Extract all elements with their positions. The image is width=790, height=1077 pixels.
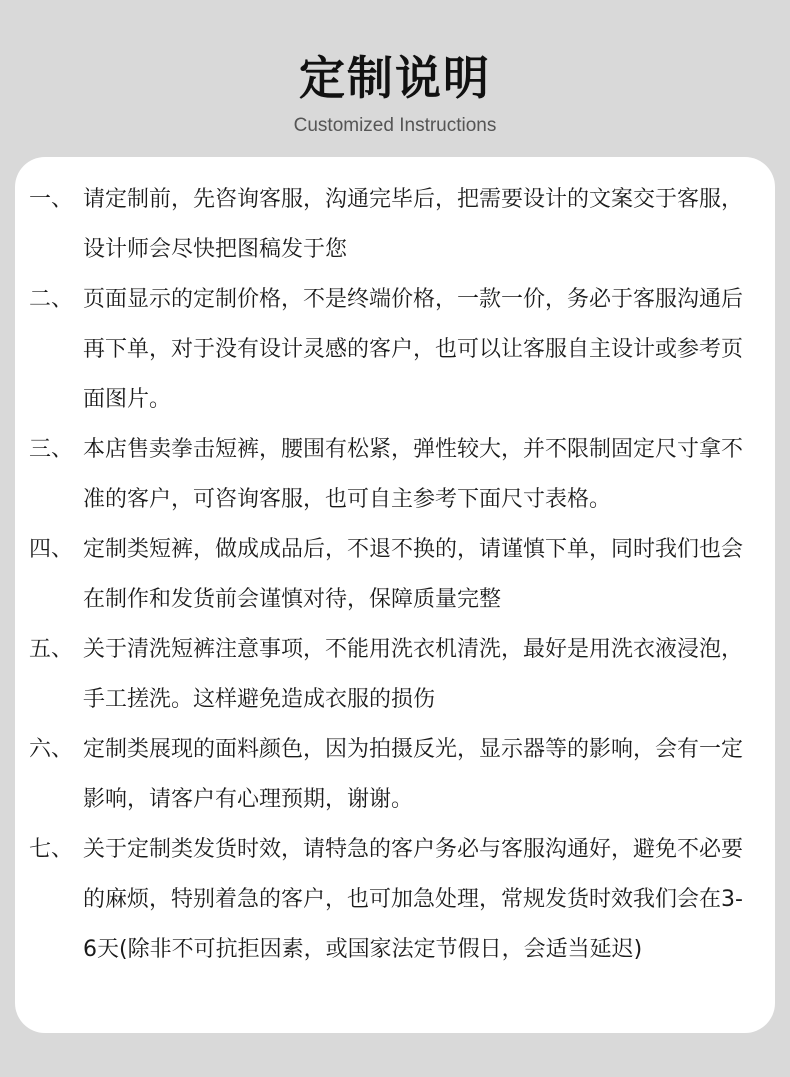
item-number: 二、 [29, 287, 74, 312]
item-text: 请定制前，先咨询客服，沟通完毕后，把需要设计的文案交于客服，设计师会尽快把图稿发于您 [83, 187, 744, 262]
instruction-item [29, 425, 755, 525]
page-subtitle: Customized Instructions [293, 115, 497, 136]
page-title: 定制说明 [299, 51, 491, 105]
item-number: 三、 [29, 437, 74, 462]
instruction-item [29, 825, 755, 975]
item-text: 定制类短裤，做成成品后，不退不换的，请谨慎下单，同时我们也会在制作和发货前会谨慎对待，保障质量完整 [83, 537, 744, 612]
item-number: 四、 [29, 537, 74, 562]
item-text: 页面显示的定制价格，不是终端价格，一款一价，务必于客服沟通后再下单，对于没有设计灵感的客户，也可以让客服自主设计或参考页面图片。 [83, 287, 744, 412]
item-number: 六、 [29, 737, 74, 762]
item-text: 关于定制类发货时效，请特急的客户务必与客服沟通好，避免不必要的麻烦，特别着急的客户，也可加急处理，常规发货时效我们会在3-6天(除非不可抗拒因素，或国家法定节假日，会适当延迟) [83, 837, 744, 962]
instruction-item [29, 275, 755, 425]
instruction-item [29, 625, 755, 725]
item-number: 七、 [29, 837, 74, 862]
instruction-item [29, 175, 755, 275]
item-number: 一、 [29, 187, 74, 212]
item-number: 五、 [29, 637, 74, 662]
item-text: 本店售卖拳击短裤，腰围有松紧，弹性较大，并不限制固定尺寸拿不准的客户，可咨询客服，也可自主参考下面尺寸表格。 [83, 437, 744, 512]
instruction-item [29, 725, 755, 825]
instruction-item [29, 525, 755, 625]
item-text: 关于清洗短裤注意事项，不能用洗衣机清洗，最好是用洗衣液浸泡，手工搓洗。这样避免造成衣服的损伤 [83, 637, 744, 712]
item-text: 定制类展现的面料颜色，因为拍摄反光，显示器等的影响，会有一定影响，请客户有心理预期，谢谢。 [83, 737, 744, 812]
instructions-card [15, 157, 775, 1033]
